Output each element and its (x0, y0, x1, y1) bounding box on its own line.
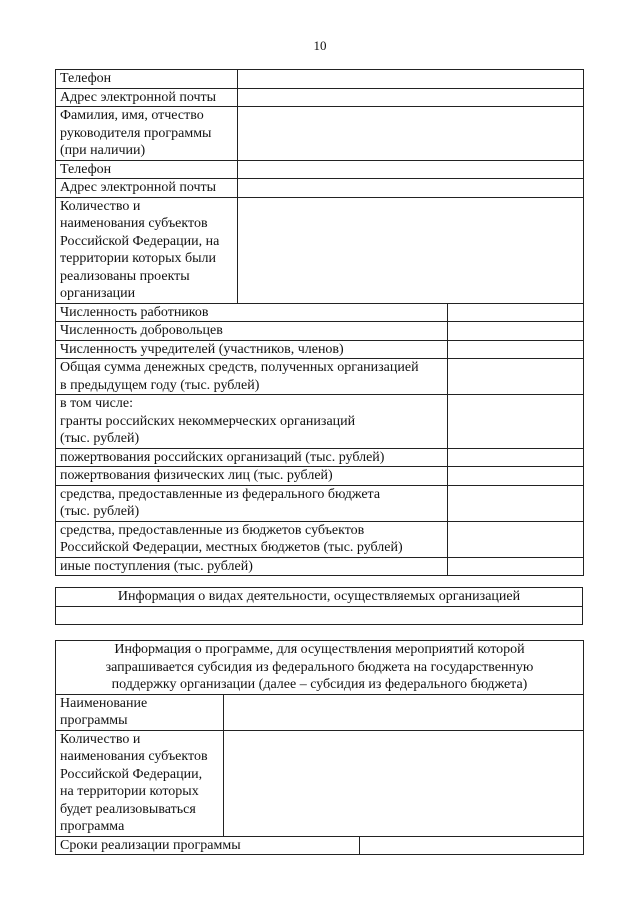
row-label-program-head-name: Фамилия, имя, отчество руководителя программы (при наличии) (56, 107, 238, 161)
program-head-name-value-cell[interactable] (238, 107, 584, 161)
table-row (56, 467, 584, 486)
program-regions-value-cell[interactable] (224, 730, 584, 836)
row-label-nko-grants: в том числе: гранты российских некоммерческих организаций (тыс. рублей) (56, 395, 448, 449)
individual-donations-value-cell[interactable] (448, 467, 584, 486)
row-label-regions-implemented: Количество и наименования субъектов Российской Федерации, на территории которых были реализованы проекты организации (56, 197, 238, 303)
employees-count-value-cell[interactable] (448, 303, 584, 322)
table-row (56, 606, 583, 624)
row-label-federal-budget-funds: средства, предоставленные из федерального бюджета (тыс. рублей) (56, 485, 448, 521)
table-row (56, 641, 584, 695)
row-label-email: Адрес электронной почты (56, 88, 238, 107)
total-funds-value-cell[interactable] (448, 359, 584, 395)
head-phone-value-cell[interactable] (238, 160, 584, 179)
activities-info-header: Информация о видах деятельности, осуществляемых организацией (56, 588, 583, 607)
row-label-volunteers-count: Численность добровольцев (56, 322, 448, 341)
table-row (56, 107, 584, 161)
activities-info-value-cell[interactable] (56, 606, 583, 624)
row-label-total-funds: Общая сумма денежных средств, полученных организацией в предыдущем году (тыс. рублей) (56, 359, 448, 395)
table-row (56, 395, 584, 449)
row-label-org-donations: пожертвования российских организаций (тыс. рублей) (56, 448, 448, 467)
table-row (56, 160, 584, 179)
founders-count-value-cell[interactable] (448, 340, 584, 359)
table-row (56, 197, 584, 303)
program-info-header: Информация о программе, для осуществления мероприятий которой запрашивается субсидия из федерального бюджета на государственную поддержку организации (далее – субсидия из федерального бюджета) (56, 641, 584, 695)
program-terms-value-cell[interactable] (360, 836, 584, 855)
page-number: 10 (313, 38, 327, 53)
row-label-regional-budget-funds: средства, предоставленные из бюджетов субъектов Российской Федерации, местных бюджетов (тыс. рублей) (56, 521, 448, 557)
table-row (56, 557, 584, 576)
table-row (56, 836, 584, 855)
row-label-program-name: Наименование программы (56, 694, 224, 730)
other-income-value-cell[interactable] (448, 557, 584, 576)
table-row (56, 694, 584, 730)
activities-info-table (55, 587, 583, 625)
nko-grants-value-cell[interactable] (448, 395, 584, 449)
table-row (56, 322, 584, 341)
table-row (56, 359, 584, 395)
table-row (56, 303, 584, 322)
head-email-value-cell[interactable] (238, 179, 584, 198)
row-label-head-email: Адрес электронной почты (56, 179, 238, 198)
table-row (56, 521, 584, 557)
row-label-founders-count: Численность учредителей (участников, членов) (56, 340, 448, 359)
row-label-program-terms: Сроки реализации программы (56, 836, 360, 855)
organization-info-table (55, 69, 584, 576)
table-row (56, 88, 584, 107)
program-name-value-cell[interactable] (224, 694, 584, 730)
org-donations-value-cell[interactable] (448, 448, 584, 467)
table-row (56, 730, 584, 836)
row-label-phone: Телефон (56, 70, 238, 89)
row-label-individual-donations: пожертвования физических лиц (тыс. рублей) (56, 467, 448, 486)
table-row (56, 485, 584, 521)
program-info-table (55, 640, 584, 855)
regions-implemented-value-cell[interactable] (238, 197, 584, 303)
federal-budget-funds-value-cell[interactable] (448, 485, 584, 521)
row-label-program-regions: Количество и наименования субъектов Российской Федерации, на территории которых будет реализовываться программа (56, 730, 224, 836)
volunteers-count-value-cell[interactable] (448, 322, 584, 341)
table-row (56, 588, 583, 607)
table-row (56, 340, 584, 359)
row-label-employees-count: Численность работников (56, 303, 448, 322)
table-row (56, 448, 584, 467)
row-label-other-income: иные поступления (тыс. рублей) (56, 557, 448, 576)
table-row (56, 70, 584, 89)
email-value-cell[interactable] (238, 88, 584, 107)
phone-value-cell[interactable] (238, 70, 584, 89)
regional-budget-funds-value-cell[interactable] (448, 521, 584, 557)
table-row (56, 179, 584, 198)
row-label-head-phone: Телефон (56, 160, 238, 179)
